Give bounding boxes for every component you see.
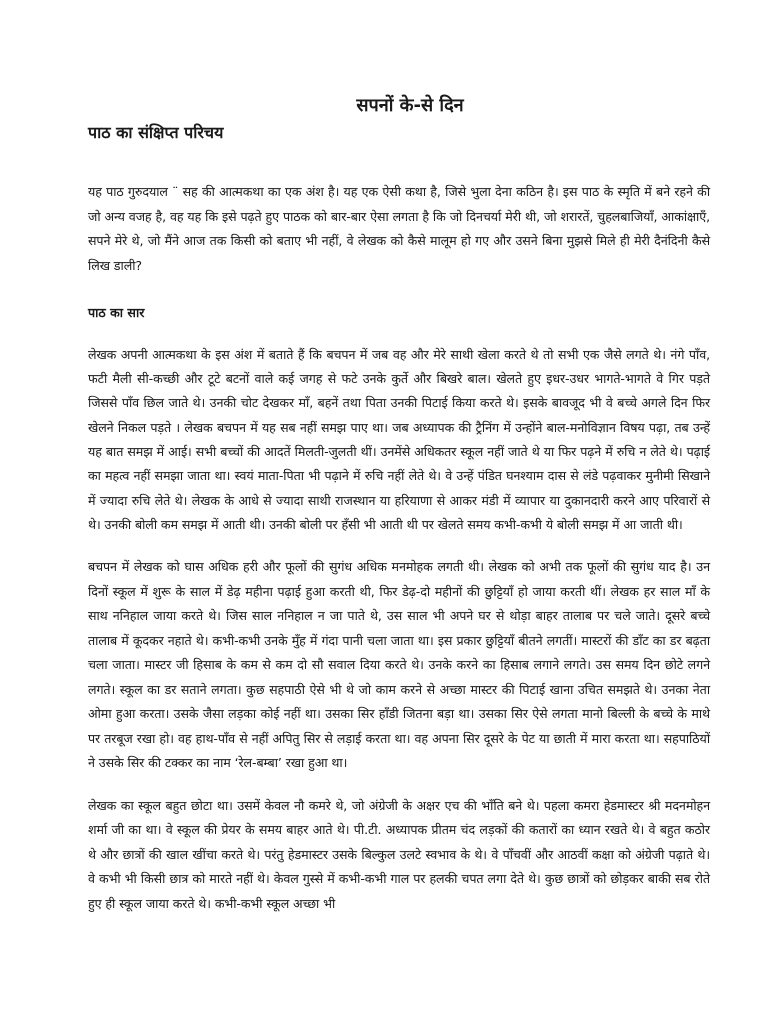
summary-paragraph-3: लेखक का स्कूल बहुत छोटा था। उसमें केवल नौ कमरे थे, जो अंग्रेजी के अक्षर एच की भाँति बने थे। पहला कमरा हेडमास्टर श्री मदनमोहन शर्मा जी का था। वे स्कूल की प्रेयर के समय बाहर आते थे। पी.टी. अध्यापक प्रीतम चंद लड़कों की कतारों का ध्यान रखते थे। वे बहुत कठोर थे और छात्रों की खाल खींचा करते थे। परंतु हेडमास्टर उसके बिल्कुल उलटे स्वभाव के थे। वे पाँचवीं और आठवीं कक्षा को अंग्रेजी पढ़ाते थे। वे कभी भी किसी छात्र को मारते नहीं थे। केवल गुस्से में कभी-कभी गाल पर हलकी चपत लगा देते थे। कुछ छात्रों को छोड़कर बाकी सब रोते हुए ही स्कूल जाया करते थे। कभी-कभी स्कूल अच्छा भी — [88, 797, 710, 911]
document-title: सपनों के-से दिन — [356, 95, 464, 116]
summary-paragraph-1: लेखक अपनी आत्मकथा के इस अंश में बताते हैं कि बचपन में जब वह और मेरे साथी खेला करते थे तो सभी एक जैसे लगते थे। नंगे पाँव, फटी मैली सी-कच्छी और टूटे बटनों वाले कई जगह से फटे उनके कुर्ते और बिखरे बाल। खेलते हुए इधर-उधर भागते-भागते वे गिर पड़ते जिससे पाँव छिल जाते थे। उनकी चोट देखकर माँ, बहनें तथा पिता उनकी पिटाई किया करते थे। इसके बावजूद भी वे बच्चे अगले दिन फिर खेलने निकल पड़ते । लेखक बचपन में यह सब नहीं समझ पाए था। जब अध्यापक की ट्रैनिंग में उन्होंने बाल-मनोविज्ञान विषय पढ़ा, तब उन्हें यह बात समझ में आई। सभी बच्चों की आदतें मिलती-जुलती थीं। उनमेंसे अधिकतर स्कूल नहीं जाते थे या फिर पढ़ने में रुचि न लेते थे। पढ़ाई का महत्व नहीं समझा जाता था। स्वयं माता-पिता भी पढ़ाने में रुचि नहीं लेते थे। वे उन्हें पंडित घनश्याम दास से लंडे पढ़वाकर मुनीमी सिखाने में ज्यादा रुचि लेते थे। लेखक के आधे से ज्यादा साथी राजस्थान या हरियाणा से आकर मंडी में व्यापार या दुकानदारी करने आए परिवारों से थे। उनकी बोली कम समझ में आती थी। उनकी बोली पर हँसी भी आती थी पर खेलते समय कभी-कभी ये बोली समझ में आ जाती थी। — [88, 346, 710, 532]
intro-heading: पाठ का संक्षिप्त परिचय — [88, 123, 224, 142]
intro-paragraph: यह पाठ गुरुदयाल ¨ सह की आत्मकथा का एक अंश है। यह एक ऐसी कथा है, जिसे भुला देना कठिन है। इस पाठ के स्मृति में बने रहने की जो अन्य वजह है, वह यह कि इसे पढ़ते हुए पाठक को बार-बार ऐसा लगता है कि जो दिनचर्या मेरी थी, जो शरारतें, चुहलबाजियाँ, आकांक्षाएँ, सपने मेरे थे, जो मैंने आज तक किसी को बताए भी नहीं, वे लेखक को कैसे मालूम हो गए और उसने बिना मुझसे मिले ही मेरी दैनंदिनी कैसे लिख डाली? — [88, 184, 710, 274]
summary-heading: पाठ का सार — [88, 304, 145, 320]
summary-paragraph-2: बचपन में लेखक को घास अधिक हरी और फूलों की सुगंध अधिक मनमोहक लगती थी। लेखक को अभी तक फूलों की सुगंध याद है। उन दिनों स्कूल में शुरू के साल में डेढ़ महीना पढ़ाई हुआ करती थी, फिर डेढ़-दो महीनों की छुट्टियाँ हो जाया करती थीं। लेखक हर साल माँ के साथ ननिहाल जाया करते थे। जिस साल ननिहाल न जा पाते थे, उस साल भी अपने घर से थोड़ा बाहर तालाब पर चले जाते। दूसरे बच्चे तालाब में कूदकर नहाते थे। कभी-कभी उनके मुँह में गंदा पानी चला जाता था। इस प्रकार छुट्टियाँ बीतने लगतीं। मास्टरों की डाँट का डर बढ़ता चला जाता। मास्टर जी हिसाब के कम से कम दो सौ सवाल दिया करते थे। उनके करने का हिसाब लगाने लगते। उस समय दिन छोटे लगने लगते। स्कूल का डर सताने लगता। कुछ सहपाठी ऐसे भी थे जो काम करने से अच्छा मास्टर की पिटाई खाना उचित समझते थे। उनका नेता ओमा हुआ करता। उसके जैसा लड़का कोई नहीं था। उसका सिर हाँडी जितना बड़ा था। उसका सिर ऐसे लगता मानो बिल्ली के बच्चे के माथे पर तरबूज रखा हो। वह हाथ-पाँव से नहीं अपितु सिर से लड़ाई करता था। वह अपना सिर दूसरे के पेट या छाती में मारा करता था। सहपाठियों ने उसके सिर की टक्कर का नाम ‘रेल-बम्बा’ रखा हुआ था। — [88, 559, 710, 771]
